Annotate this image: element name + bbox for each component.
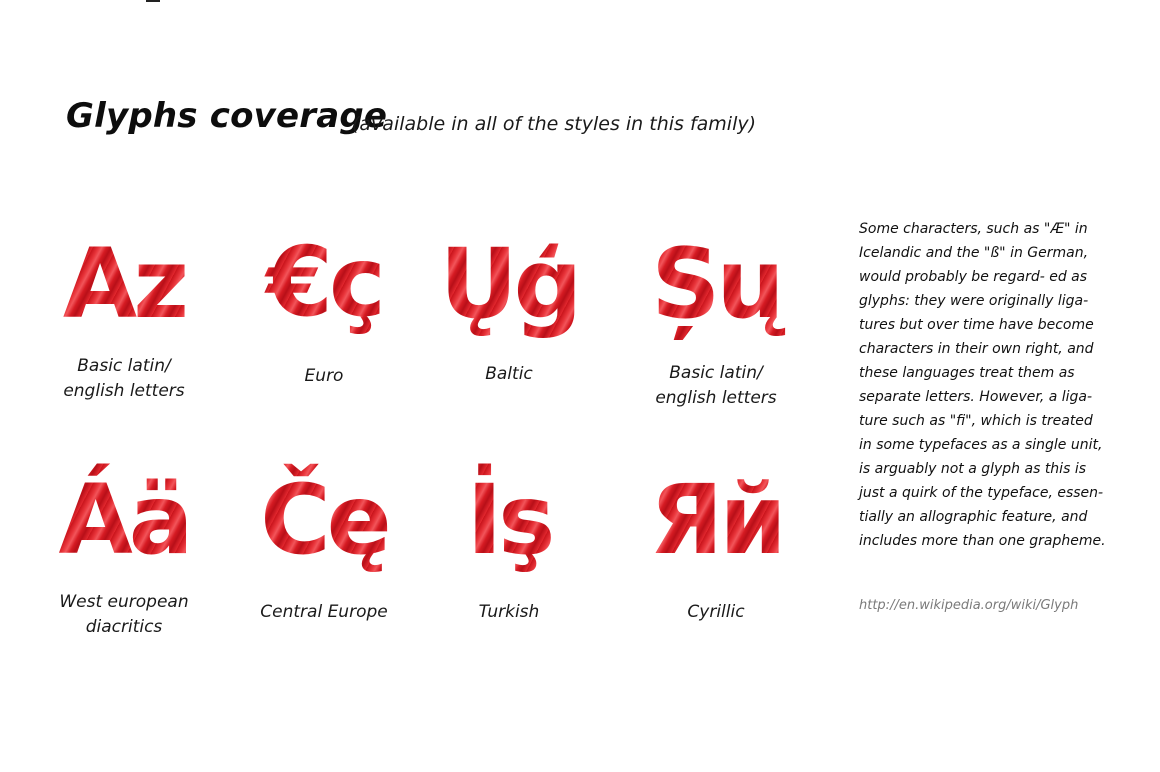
glyph-sample: Čę xyxy=(234,460,414,580)
description-line: in some typefaces as a single unit, xyxy=(859,437,1103,453)
glyph-cell-baltic xyxy=(419,224,599,387)
glyph-sample: Ųģ xyxy=(419,224,599,344)
glyph-description xyxy=(859,217,1109,553)
description-line: characters in their own right, and xyxy=(859,341,1094,357)
description-line: is arguably not a glyph as this is xyxy=(859,461,1087,477)
glyph-label-line: Turkish xyxy=(478,602,540,622)
description-line: would probably be regard- ed as xyxy=(859,269,1088,285)
glyph-cell-basic-latin-2 xyxy=(626,224,806,411)
glyph-cell-cyrillic xyxy=(626,460,806,625)
glyph-label-line: Euro xyxy=(304,366,344,386)
glyph-label-line: diacritics xyxy=(85,617,163,637)
glyph-sample: Șų xyxy=(626,224,806,344)
description-line: tures but over time have become xyxy=(859,317,1094,333)
glyph-label-line: english letters xyxy=(655,388,777,408)
glyph-cell-turkish xyxy=(419,460,599,625)
glyph-label-line: Central Europe xyxy=(260,602,388,622)
glyph-sample: Яй xyxy=(626,460,806,580)
description-line: separate letters. However, a liga- xyxy=(859,389,1093,405)
glyph-cell-basic-latin xyxy=(34,224,214,404)
description-line: ture such as "fi", which is treated xyxy=(859,413,1093,429)
glyph-label-line: english letters xyxy=(63,381,185,401)
glyph-label-line: Basic latin/ xyxy=(669,363,763,383)
description-line: just a quirk of the typeface, essen- xyxy=(859,485,1104,501)
source-link[interactable]: http://en.wikipedia.org/wiki/Glyph xyxy=(859,598,1079,613)
glyph-label-line: West european xyxy=(59,592,189,612)
glyph-sample: Az xyxy=(34,224,214,344)
page-subtitle: (available in all of the styles in this family) xyxy=(352,113,757,135)
description-line: includes more than one grapheme. xyxy=(859,533,1106,549)
glyph-cell-central-europe xyxy=(234,460,414,625)
page-title: Glyphs coverage xyxy=(66,96,388,136)
glyph-sample: €ç xyxy=(234,222,414,342)
description-line: Icelandic and the "ß" in German, xyxy=(859,245,1089,261)
glyph-label-line: Basic latin/ xyxy=(77,356,171,376)
top-edge-mark xyxy=(146,0,160,2)
glyph-sample: İş xyxy=(419,460,599,580)
description-line: glyphs: they were originally liga- xyxy=(859,293,1089,309)
glyph-sample: Áä xyxy=(34,460,214,580)
description-line: Some characters, such as "Æ" in xyxy=(859,221,1088,237)
description-line: tially an allographic feature, and xyxy=(859,509,1088,525)
glyph-cell-west-european xyxy=(34,460,214,640)
glyph-label-line: Baltic xyxy=(485,364,533,384)
description-line: these languages treat them as xyxy=(859,365,1075,381)
glyph-cell-euro xyxy=(234,222,414,389)
glyph-label-line: Cyrillic xyxy=(687,602,745,622)
